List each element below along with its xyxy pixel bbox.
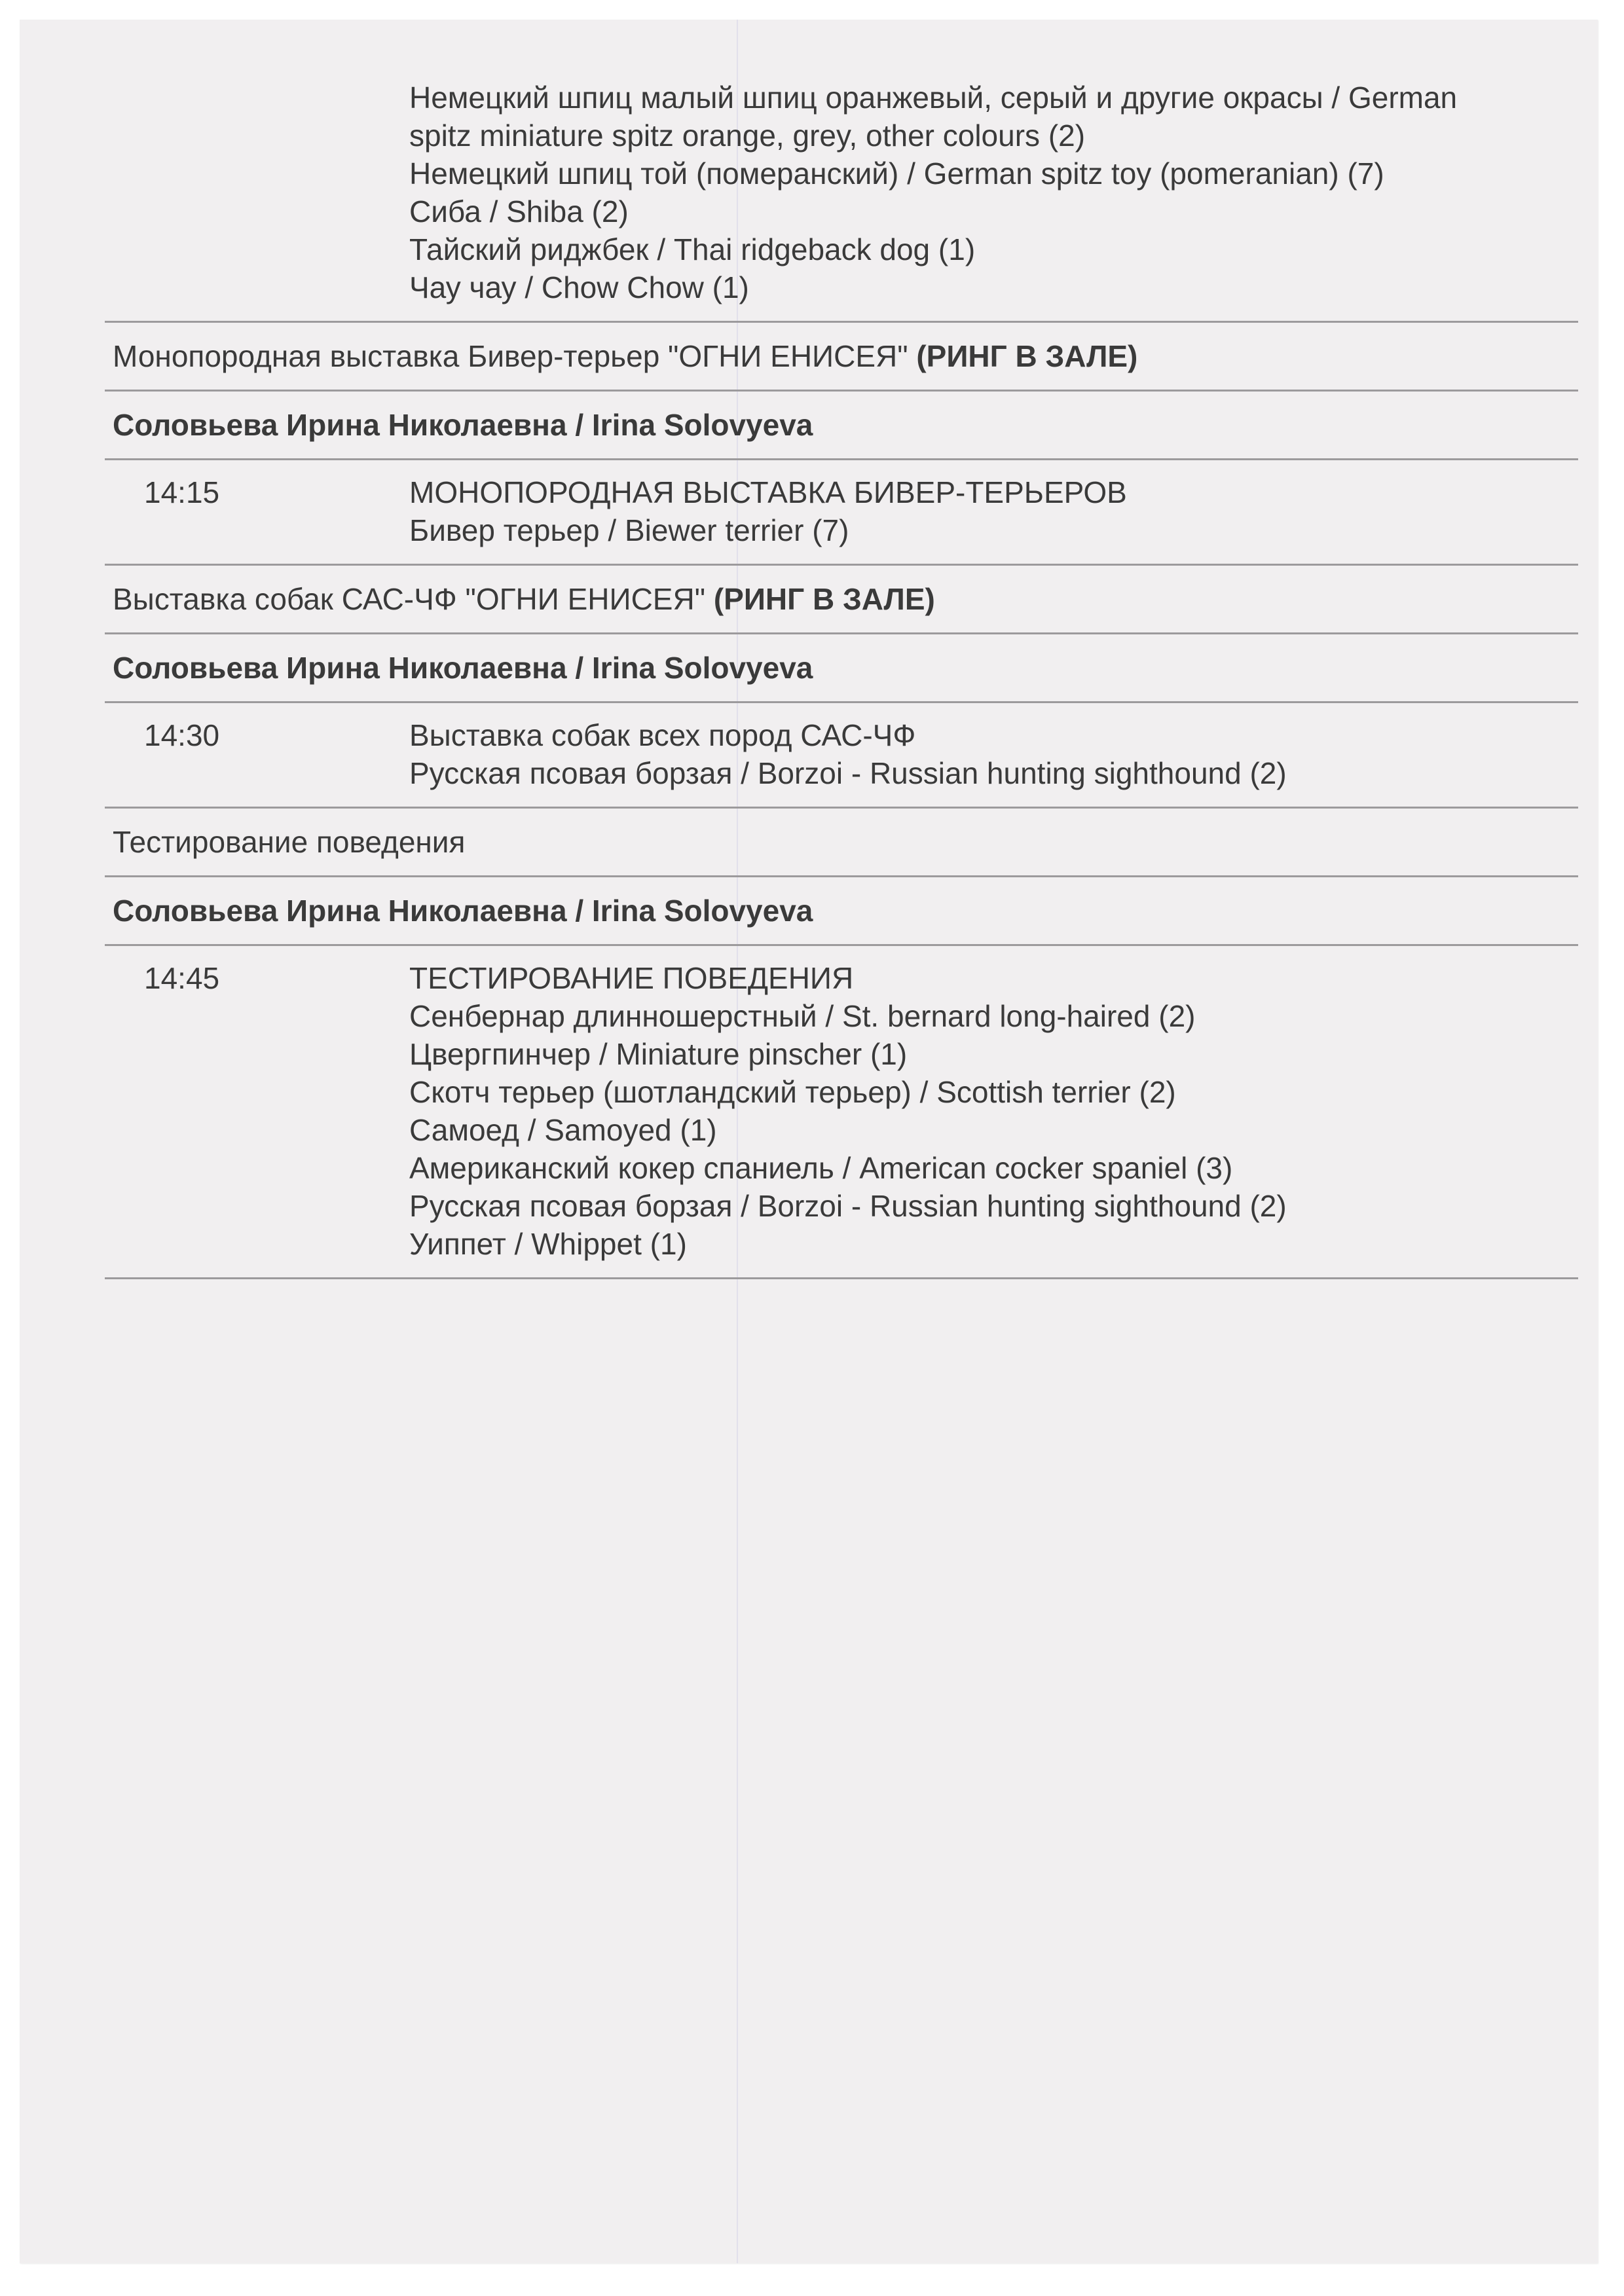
show-title: Монопородная выставка Бивер-терьер "ОГНИ ЕНИСЕЯ" [113,339,917,373]
entry-heading: ТЕСТИРОВАНИЕ ПОВЕДЕНИЯ [409,961,854,995]
breed-line: Цвергпинчер / Miniature pinscher (1) [409,1037,908,1071]
entry-time: 14:30 [144,718,220,752]
show-title-row [105,566,1578,632]
entry-time: 14:45 [144,961,220,995]
entry-lines [409,716,1578,792]
schedule [105,79,1578,1279]
schedule-entry [105,703,1578,807]
breed-line: Скотч терьер (шотландский терьер) / Scottish terrier (2) [409,1075,1176,1109]
entry-heading: Выставка собак всех пород САС-ЧФ [409,718,916,752]
divider [105,1277,1578,1279]
breed-line: Бивер терьер / Biewer terrier (7) [409,513,849,547]
breed-line: Чау чау / Chow Chow (1) [409,270,749,304]
judge-name: Соловьева Ирина Николаевна / Irina Solovyeva [113,651,813,685]
breed-line: Уиппет / Whippet (1) [409,1227,687,1261]
breed-line: Сенбернар длинношерстный / St. bernard long-haired (2) [409,999,1196,1033]
show-title: Тестирование поведения [113,825,466,859]
breed-line: Немецкий шпиц той (померанский) / German spitz toy (pomeranian) (7) [409,156,1384,191]
show-title: Выставка собак САС-ЧФ "ОГНИ ЕНИСЕЯ" [113,582,714,616]
scanned-page [20,20,1598,2263]
entry-lines [409,473,1578,549]
judge-name: Соловьева Ирина Николаевна / Irina Solovyeva [113,894,813,928]
breed-line: Американский кокер спаниель / American cocker spaniel (3) [409,1151,1233,1185]
show-title-row [105,809,1578,875]
judge-name: Соловьева Ирина Николаевна / Irina Solovyeva [113,408,813,442]
entry-heading: МОНОПОРОДНАЯ ВЫСТАВКА БИВЕР-ТЕРЬЕРОВ [409,475,1127,509]
breed-line: Русская псовая борзая / Borzoi - Russian hunting sighthound (2) [409,1189,1287,1223]
breed-line: Сиба / Shiba (2) [409,194,629,228]
show-title-row [105,323,1578,390]
breed-line: Русская псовая борзая / Borzoi - Russian hunting sighthound (2) [409,756,1287,790]
ring-label: (РИНГ В ЗАЛЕ) [713,582,935,616]
entry-time: 14:15 [144,475,220,509]
breed-line: spitz miniature spitz orange, grey, other colours (2) [409,118,1086,153]
breed-line: Самоед / Samoyed (1) [409,1113,717,1147]
schedule-entry [105,946,1578,1277]
ring-label: (РИНГ В ЗАЛЕ) [916,339,1138,373]
continued-breed-list [105,79,1578,321]
breed-line: Немецкий шпиц малый шпиц оранжевый, серый и другие окрасы / German [409,81,1458,115]
entry-lines [409,959,1578,1263]
breed-line: Тайский риджбек / Thai ridgeback dog (1) [409,232,976,266]
schedule-entry [105,460,1578,564]
